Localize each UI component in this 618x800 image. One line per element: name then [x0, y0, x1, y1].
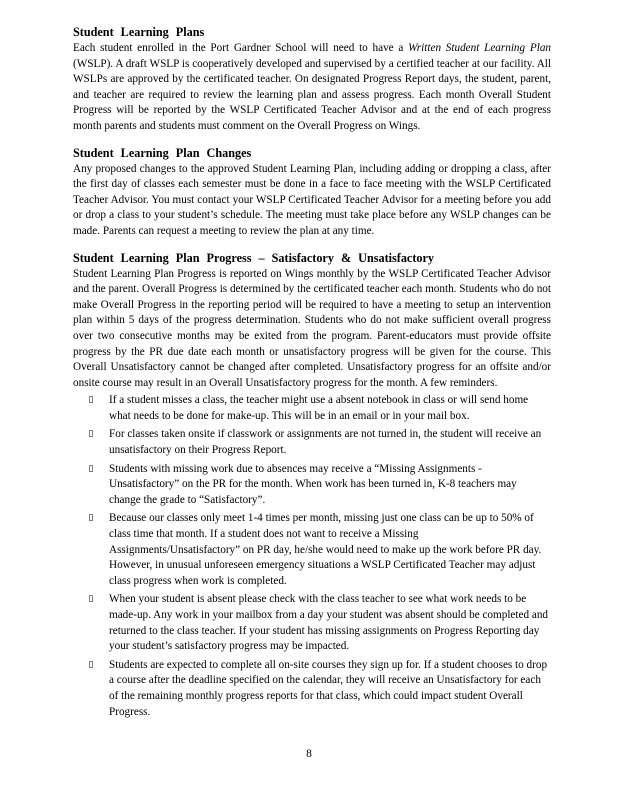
- section-heading: Student Learning Plan Progress – Satisfactory & Unsatisfactory: [73, 250, 434, 265]
- list-item: [73, 658, 551, 720]
- list-item-text: Students with missing work due to absences may receive a “Missing Assignments - Unsatisfactory” on the PR for the month. When work has been turned in, K-8 teachers may change the grade to “Satisfactory”.: [109, 462, 517, 506]
- list-item: [73, 462, 551, 509]
- bullet-icon: [87, 394, 95, 405]
- section-plan-progress: [73, 250, 551, 721]
- bullet-icon: [87, 463, 95, 474]
- document-page: [73, 24, 551, 730]
- section-plan-changes: [73, 145, 551, 240]
- section-learning-plans: [73, 24, 551, 135]
- reminder-list: [73, 393, 551, 720]
- list-item-text: For classes taken onsite if classwork or assignments are not turned in, the student will receive an unsatisfactory on their Progress Report.: [109, 428, 542, 457]
- list-item: [73, 511, 551, 589]
- list-item-text: If a student misses a class, the teacher might use a absent notebook in class or will send home what needs to be done for make-up. This will be in an email or in your mail box.: [109, 394, 529, 422]
- paragraph-text: Each student enrolled in the Port Gardner School will need to have a: [73, 42, 409, 54]
- section-paragraph: Student Learning Plan Progress is reported on Wings monthly by the WSLP Certificated Teacher Advisor and the parent. Overall Progress is determined by the certificated teacher each month. Students who do not make Overall Progress in the reporting period will be required to have a meeting to setup an intervention plan within 5 days of the progress determination. Students who do not make sufficient overall progress over two consecutive months may be exited from the program. Parent-educators must provide offsite progress by the PR due date each month or unsatisfactory progress will be given for the course. This Overall Unsatisfactory cannot be changed after completed. Unsatisfactory progress for an offsite and/or onsite course may result in an Overall Unsatisfactory progress for the month. A few reminders.: [73, 267, 551, 389]
- bullet-icon: [87, 512, 95, 523]
- list-item-text: Students are expected to complete all on-site courses they sign up for. If a student chooses to drop a course after the deadline specified on the calendar, they will receive an Unsatisfactory for each of the remaining monthly progress reports for that class, which could impact student Overall Progress.: [109, 658, 548, 718]
- list-item: [73, 427, 551, 458]
- section-heading: Student Learning Plan Changes: [73, 145, 252, 160]
- page-number: 8: [306, 748, 312, 760]
- bullet-icon: [87, 659, 95, 670]
- italic-term: Written Student Learning Plan: [408, 42, 552, 54]
- section-heading: Student Learning Plans: [73, 25, 205, 39]
- list-item-text: When your student is absent please check with the class teacher to see what work needs to be made-up. Any work in your mailbox from a day your student was absent should be completed and returned to the class teacher. If your student has missing assignments on Progress Reporting day your student’s satisfactory progress may be impacted.: [109, 593, 549, 653]
- bullet-icon: [87, 593, 95, 604]
- list-item: [73, 393, 551, 424]
- section-paragraph: Any proposed changes to the approved Student Learning Plan, including adding or dropping a class, after the first day of classes each semester must be done in a face to face meeting with the WSLP Certificated Teacher Advisor. You must contact your WSLP Certificated Teacher Advisor for a meeting before you add or drop a class to your student’s schedule. The meeting must take place before any WSLP changes can be made. Parents can request a meeting to review the plan at any time.: [73, 162, 551, 237]
- list-item: [73, 592, 551, 654]
- paragraph-text: (WSLP). A draft WSLP is cooperatively developed and supervised by a certified teacher at our facility. All WSLPs are approved by the certificated teacher. On designated Progress Report days, the student, parent, and teacher are required to review the learning plan and assess progress. Each month Overall Student Progress will be reported by the WSLP Certificated Teacher Advisor and at the end of each progress month parents and students must comment on the Overall Progress on Wings.: [73, 57, 551, 132]
- list-item-text: Because our classes only meet 1-4 times per month, missing just one class can be up to 50% of class time that month. If a student does not want to receive a Missing Assignments/Unsatisfactory” on PR day, he/she would need to make up the work before PR day. However, in unusual unforeseen emergency situations a WSLP Certificated Teacher may adjust class progress when work is completed.: [109, 512, 542, 587]
- bullet-icon: [87, 428, 95, 439]
- section-paragraph: [73, 41, 551, 135]
